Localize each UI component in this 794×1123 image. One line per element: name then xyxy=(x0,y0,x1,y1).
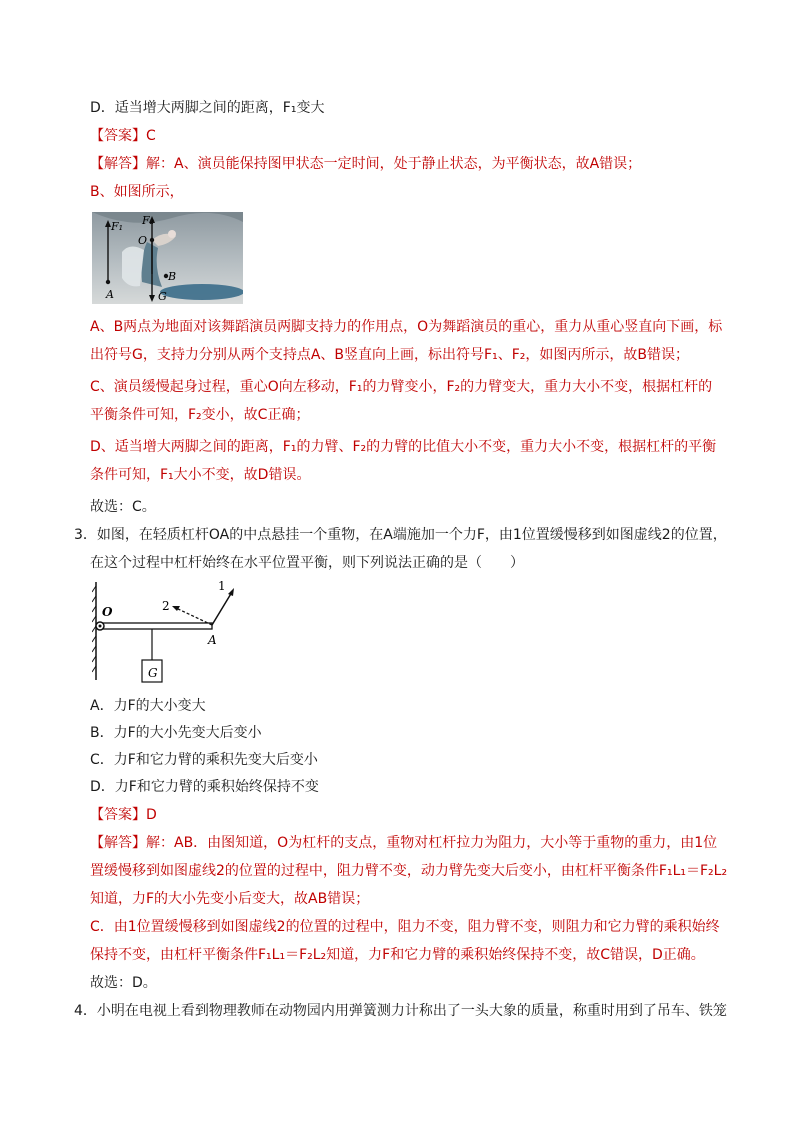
option-d: D．适当增大两脚之间的距离，F₁变大 xyxy=(90,100,325,116)
option-a: A．力F的大小变大 xyxy=(90,698,206,714)
analysis-line-4: 出符号G，支持力分别从两个支持点A、B竖直向上画，标出符号F₁、F₂，如图丙所示，故B错误； xyxy=(90,347,689,363)
answer-value: C xyxy=(146,128,156,144)
label-o: O xyxy=(138,234,148,247)
analysis-text: 解：A、演员能保持图甲状态一定时间，处于静止状态，为平衡状态，故A错误； xyxy=(146,156,642,172)
conclusion: 故选：D。 xyxy=(90,975,157,991)
label-f2: F₂ xyxy=(142,214,155,227)
option-d: D．力F和它力臂的乘积始终保持不变 xyxy=(90,779,319,795)
question-3-stem-1: 3．如图，在轻质杠杆OA的中点悬挂一个重物，在A端施加一个力F，由1位置缓慢移到如图虚线2的位置， xyxy=(74,527,727,543)
analysis-line-2: 置缓慢移到如图虚线2的位置的过程中，阻力臂不变，动力臂先变大后变小，由杠杆平衡条件F₁L₁＝F₂L₂ xyxy=(90,863,728,879)
label-b: B xyxy=(168,270,177,283)
answer-value: D xyxy=(146,807,157,823)
analysis-tag: 【解答】 xyxy=(90,835,146,851)
option-b: B．力F的大小先变大后变小 xyxy=(90,725,262,741)
analysis-line-5: 保持不变，由杠杆平衡条件F₁L₁＝F₂L₂知道，力F和它力臂的乘积始终保持不变，故C错误，D正确。 xyxy=(90,947,705,963)
analysis-text: 解：AB．由图知道，O为杠杆的支点，重物对杠杆拉力为阻力，大小等于重物的重力，由1位 xyxy=(146,835,718,851)
label-f1: F₁ xyxy=(111,220,124,233)
analysis-line-7: D、适当增大两脚之间的距离，F₁的力臂、F₂的力臂的比值大小不变，重力大小不变，根据杠杆的平衡 xyxy=(90,439,717,455)
answer-line xyxy=(90,806,157,824)
conclusion: 故选：C。 xyxy=(90,499,156,515)
question-3-stem-2: 在这个过程中杠杆始终在水平位置平衡，则下列说法正确的是（ ） xyxy=(90,555,524,571)
analysis-line-3: A、B两点为地面对该舞蹈演员两脚支持力的作用点，O为舞蹈演员的重心，重力从重心竖直向下画，标 xyxy=(90,319,723,335)
analysis-line-4: C．由1位置缓慢移到如图虚线2的位置的过程中，阻力不变，阻力臂不变，则阻力和它力臂的乘积始终 xyxy=(90,919,720,935)
dancer-figure xyxy=(92,212,243,304)
analysis-line-3: 知道，力F的大小先变小后变大，故AB错误； xyxy=(90,891,370,907)
label-g: G xyxy=(158,290,167,303)
label-g: G xyxy=(148,666,158,680)
analysis-tag: 【解答】 xyxy=(90,156,146,172)
label-o: O xyxy=(102,605,113,619)
analysis-line-1 xyxy=(90,155,641,173)
label-position-1: 1 xyxy=(218,580,226,593)
analysis-line-2: B、如图所示， xyxy=(90,184,184,200)
analysis-line-5: C、演员缓慢起身过程，重心O向左移动，F₁的力臂变小，F₂的力臂变大，重力大小不变，根据杠杆的 xyxy=(90,379,713,395)
answer-tag: 【答案】 xyxy=(90,807,146,823)
question-4-stem-1: 4．小明在电视上看到物理教师在动物园内用弹簧测力计称出了一头大象的质量，称重时用到了吊车、铁笼 xyxy=(74,1003,727,1019)
analysis-line-1 xyxy=(90,834,717,852)
option-c: C．力F和它力臂的乘积先变大后变小 xyxy=(90,752,318,768)
analysis-line-6: 平衡条件可知，F₂变小，故C正确； xyxy=(90,407,310,423)
answer-tag: 【答案】 xyxy=(90,128,146,144)
label-position-2: 2 xyxy=(162,599,170,613)
lever-figure xyxy=(92,580,242,690)
analysis-line-8: 条件可知，F₁大小不变，故D错误。 xyxy=(90,467,311,483)
label-a: A xyxy=(106,288,114,301)
answer-line xyxy=(90,127,156,145)
label-a: A xyxy=(208,633,217,647)
